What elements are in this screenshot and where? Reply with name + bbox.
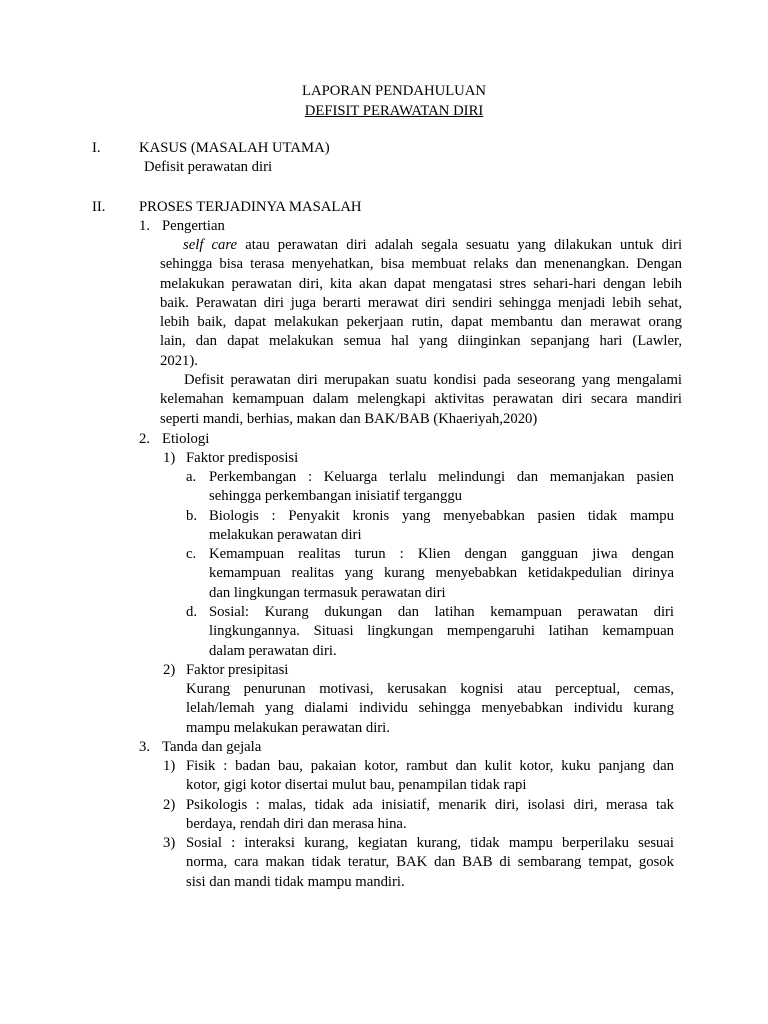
list-item: Kurang penurunan motivasi, kerusakan kognisi atau perceptual, cemas, lelah/lemah yang dialami individu sehingga menyebabkan individu kurang mampu melakukan perawatan diri.: [186, 681, 674, 736]
subsection-heading: Pengertian: [162, 218, 225, 234]
list-item-label: 3): [163, 835, 176, 851]
list-heading: Faktor predisposisi: [186, 450, 299, 466]
subsection-heading: Etiologi: [162, 431, 210, 447]
list-item: Perkembangan : Keluarga terlalu melindungi dan memanjakan pasien sehingga perkembangan inisiatif terganggu: [209, 469, 674, 505]
list-number: 2): [163, 662, 176, 678]
subsection-heading: Tanda dan gejala: [162, 739, 262, 755]
document-title: LAPORAN PENDAHULUAN: [301, 83, 486, 99]
document-subtitle: DEFISIT PERAWATAN DIRI: [304, 103, 484, 119]
section-number: I.: [92, 140, 101, 156]
list-item: Sosial: Kurang dukungan dan latihan kemampuan perawatan diri lingkungannya. Situasi lingkungan mempengaruhi latihan kemampuan dalam perawatan diri.: [209, 604, 674, 659]
list-number: 1): [163, 450, 176, 466]
list-heading: Faktor presipitasi: [186, 662, 289, 678]
italic-term: self care: [183, 237, 238, 253]
list-item: Biologis : Penyakit kronis yang menyebabkan pasien tidak mampu melakukan perawatan diri: [209, 508, 674, 544]
list-item-label: c.: [186, 546, 197, 562]
subsection-number: 2.: [139, 431, 151, 447]
section-number: II.: [92, 199, 106, 215]
list-item-label: 2): [163, 797, 176, 813]
paragraph-defisit: Defisit perawatan diri merupakan suatu kondisi pada seseorang yang mengalami kelemahan kemampuan dalam melengkapi aktivitas perawatan diri secara mandiri seperti mandi, berhias, makan dan BAK/BAB (Khaeriyah,2020): [160, 372, 682, 427]
list-item-label: b.: [186, 508, 198, 524]
section-heading: PROSES TERJADINYA MASALAH: [139, 199, 362, 215]
list-item-label: d.: [186, 604, 198, 620]
subsection-number: 3.: [139, 739, 151, 755]
list-item: Sosial : interaksi kurang, kegiatan kurang, tidak mampu berperilaku sesuai norma, cara makan tidak teratur, BAK dan BAB di sembarang tempat, gosok sisi dan mandi tidak mampu mandiri.: [186, 835, 674, 890]
subsection-number: 1.: [139, 218, 151, 234]
list-item: Psikologis : malas, tidak ada inisiatif, menarik diri, isolasi diri, merasa tak berdaya, rendah diri dan merasa hina.: [186, 797, 674, 833]
section-heading: KASUS (MASALAH UTAMA): [139, 140, 330, 156]
list-item-label: a.: [186, 469, 197, 485]
list-item: Fisik : badan bau, pakaian kotor, rambut dan kulit kotor, kuku panjang dan kotor, gigi kotor disertai mulut bau, penampilan tidak rapi: [186, 758, 674, 794]
paragraph-definition: self care atau perawatan diri adalah segala sesuatu yang dilakukan untuk diri sehingga bisa terasa menyehatkan, bisa membuat relaks dan menenangkan. Dengan melakukan perawatan diri, kita akan dapat mengatasi stres sehari-hari dengan lebih baik. Perawatan diri juga berarti merawat diri sendiri sehingga menjadi lebih sehat, lebih baik, dapat melakukan pekerjaan rutin, dapat membantu dan merawat orang lain, dan dapat melakukan semua hal yang diinginkan sepanjang hari (Lawler, 2021).: [160, 237, 683, 369]
list-item-label: 1): [163, 758, 176, 774]
section-content: Defisit perawatan diri: [144, 159, 273, 175]
list-item: Kemampuan realitas turun : Klien dengan gangguan jiwa dengan kemampuan realitas yang kurang menyebabkan ketidakpedulian dirinya dan lingkungan termasuk perawatan diri: [209, 546, 674, 601]
